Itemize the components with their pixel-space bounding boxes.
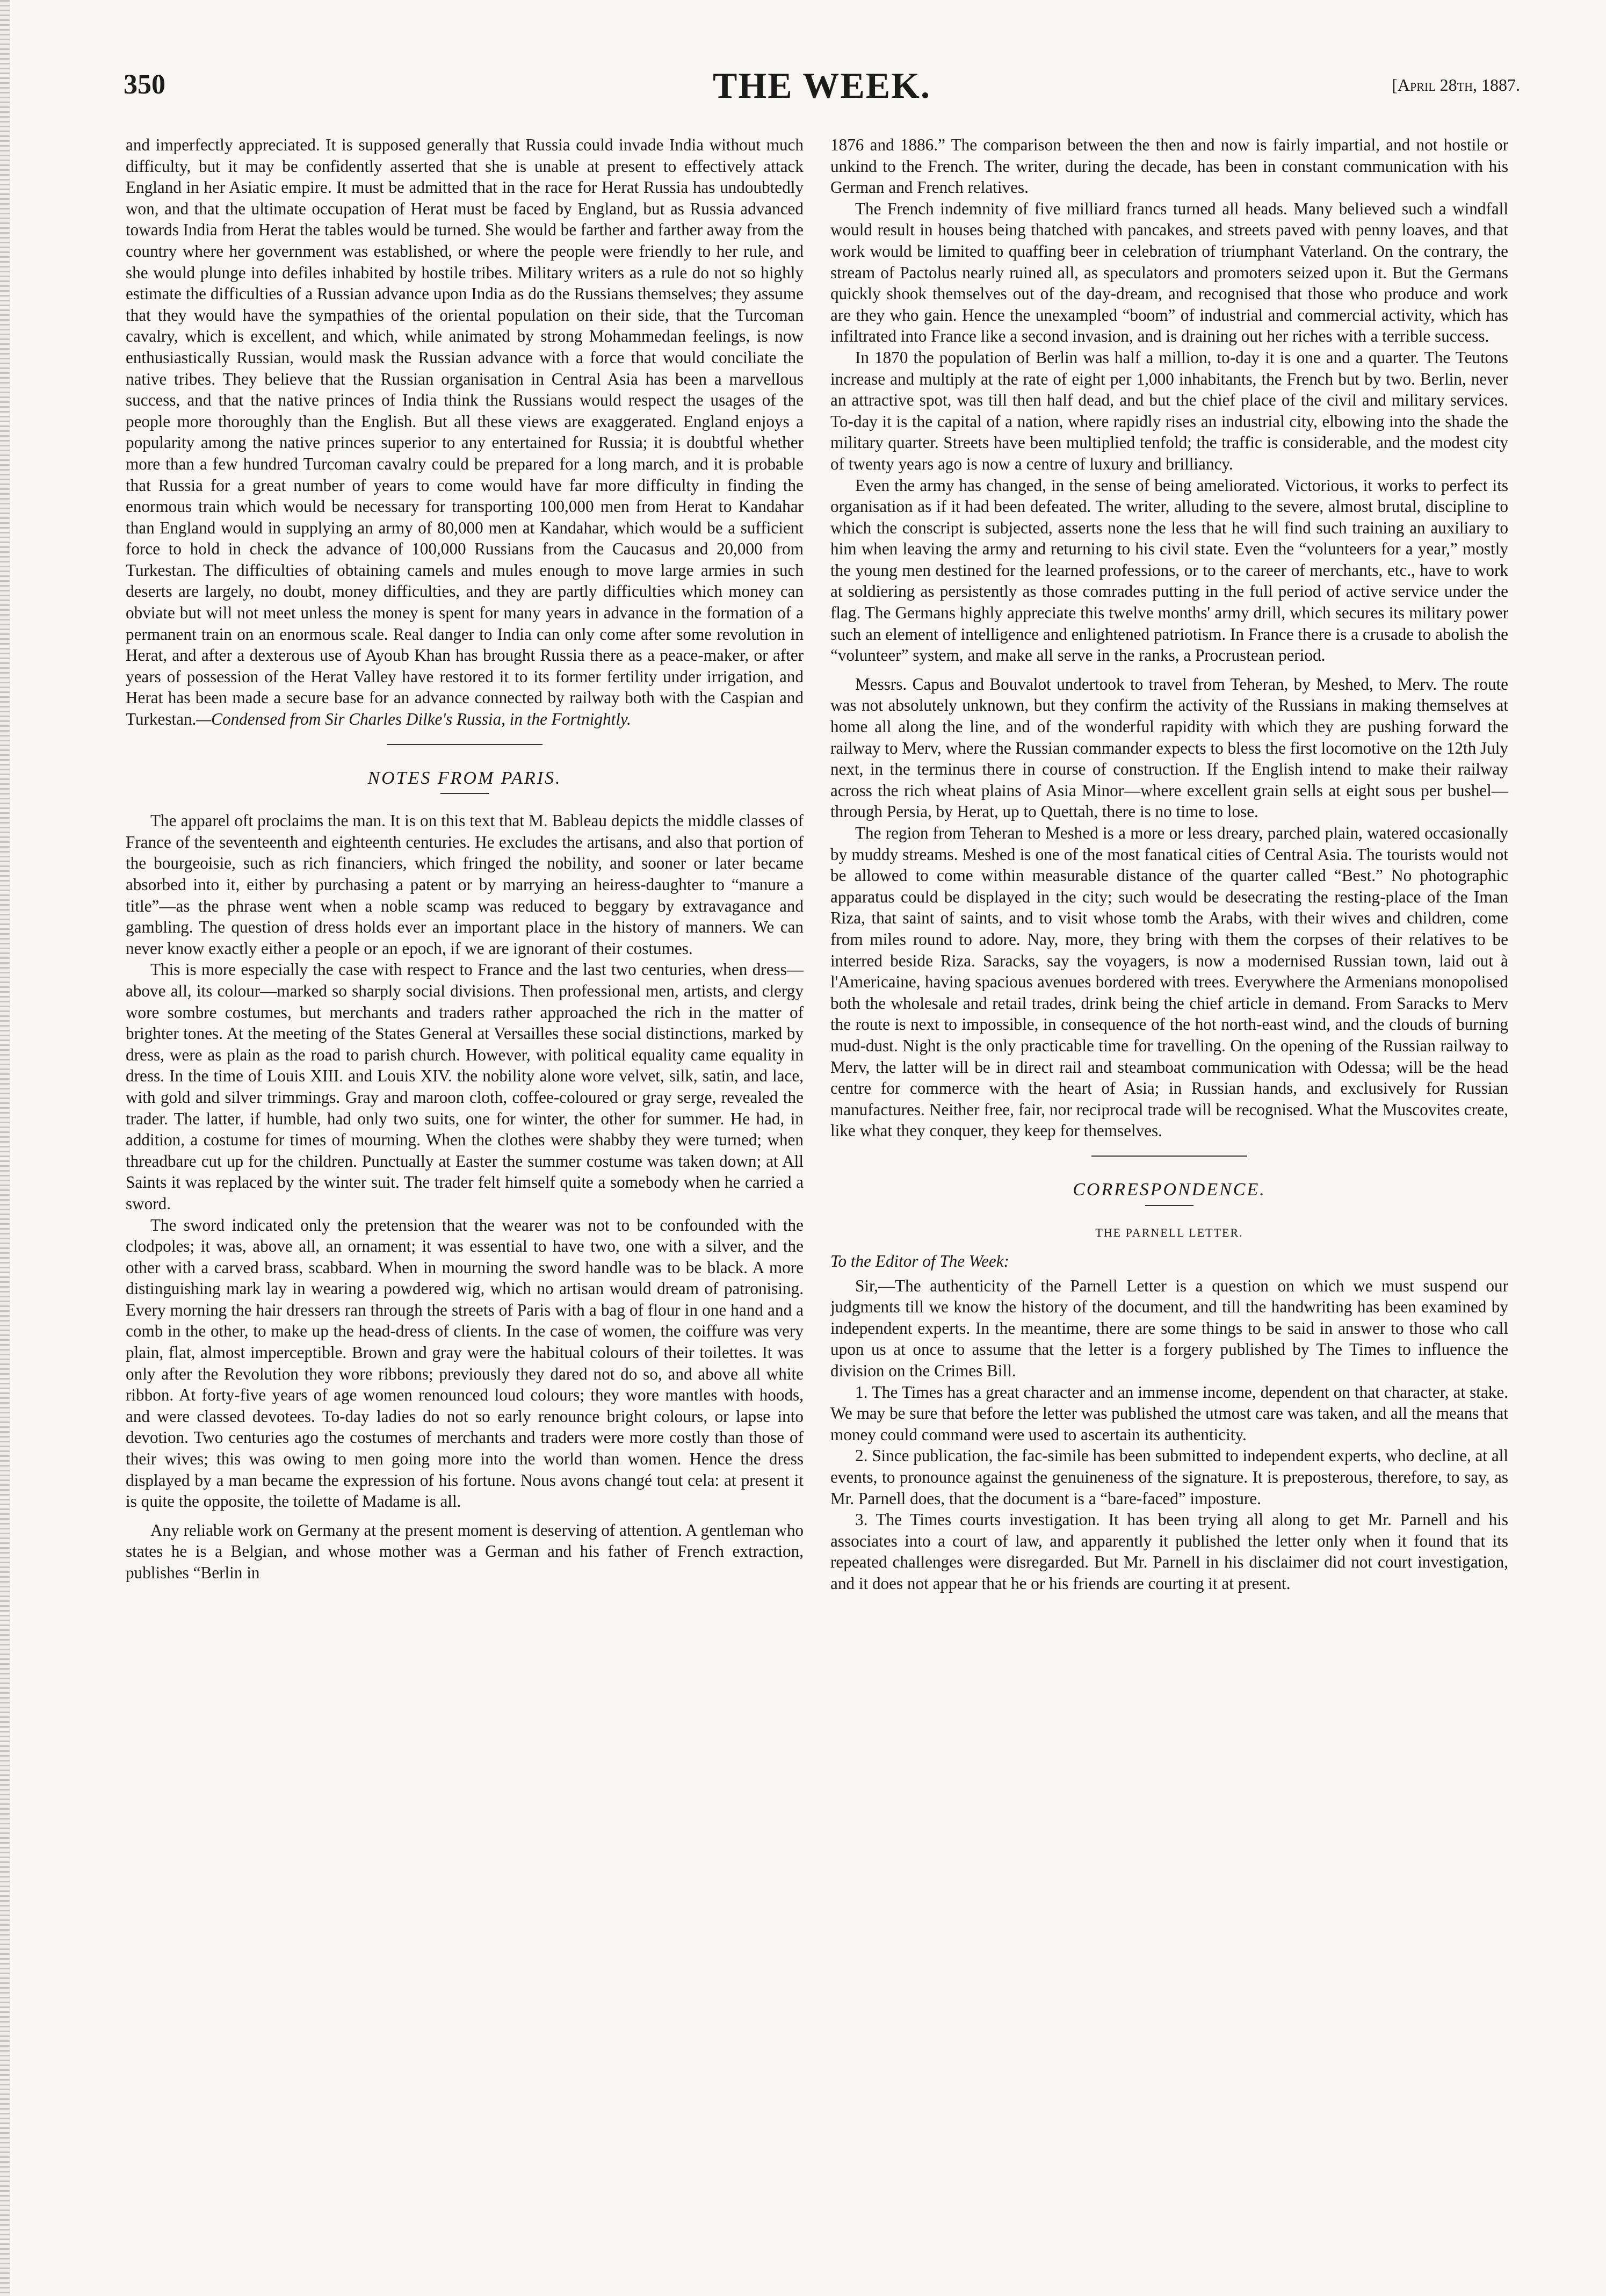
paragraph: 1876 and 1886.” The comparison between the then and now is fairly impartial, and not hostile or unkind to the French. The writer, during the decade, has been in constant communication with his German and French relatives. — [830, 135, 1508, 197]
paragraph: 1. The Times has a great character and an immense income, dependent on that character, at stake. We may be sure that before the letter was published the utmost care was taken, and all the means that money could command were used to ascertain its authenticity. — [830, 1382, 1508, 1444]
paragraph: The region from Teheran to Meshed is a more or less dreary, parched plain, watered occasionally by muddy streams. Meshed is one of the most fanatical cities of Central Asia. The tourists would not be allowed to come within measurable distance of the quarter called “Best.” No photographic apparatus could be displayed in the city; such would be desecrating the resting-place of the Iman Riza, that saint of saints, and to visit whose tomb the Arabs, with their wives and children, come from miles round to adore. Nay, more, they bring with them the corpses of their relatives to be interred beside Riza. Saracks, say the voyagers, is now a modernised Russian town, laid out à l'Americaine, having spacious avenues bordered with trees. Everywhere the Armenians monopolised both the wholesale and retail trades, drink being the chief article in demand. From Saracks to Merv the route is next to impossible, in consequence of the hot north-east wind, and the clouds of burning mud-dust. Night is the only practicable time for travelling. On the opening of the Russian railway to Merv, the latter will be in direct rail and steamboat communication with Odessa; will be the head centre for commerce with the heart of Asia; in Russian hands, and exclusively for Russian manufactures. Neither free, fair, nor reciprocal trade will be recognised. What the Muscovites create, like what they conquer, they keep for themselves. — [830, 824, 1508, 1140]
paragraph-gap — [830, 666, 1508, 674]
letter-title: THE PARNELL LETTER. — [1095, 1225, 1243, 1239]
salutation: To the Editor of The Week: — [830, 1252, 1009, 1271]
left-column — [126, 134, 804, 1584]
binding-edge — [0, 0, 10, 2296]
issue-date: [April 28th, 1887. — [1392, 75, 1520, 95]
running-header — [124, 65, 1520, 106]
masthead: THE WEEK. — [713, 65, 931, 106]
paragraph: Any reliable work on Germany at the present moment is deserving of attention. A gentleman who states he is a Belgian, and whose mother was a German and his father of French extraction, publishes “Berlin in — [126, 1520, 804, 1582]
section-divider — [1091, 1156, 1247, 1157]
paragraph: In 1870 the population of Berlin was half a million, to-day it is one and a quarter. The Teutons increase and multiply at the rate of eight per 1,000 inhabitants, the French but by two. Berlin, never an attractive spot, was till then half dead, and but the chief place of the civil and military services. To-day it is the capital of a nation, where rapidly rises an industrial city, elbowing into the shade the military quarter. Streets have been multiplied tenfold; the traffic is considerable, and the modest city of twenty years ago is now a centre of luxury and brilliancy. — [830, 348, 1508, 473]
heading-rule — [1145, 1205, 1193, 1206]
page-number: 350 — [124, 69, 165, 100]
section-heading-notes-from-paris: NOTES FROM PARIS. — [367, 768, 562, 788]
section-divider — [387, 744, 542, 745]
paragraph-gap — [126, 1512, 804, 1520]
right-column — [830, 134, 1508, 1594]
heading-rule — [440, 793, 489, 794]
article-credit: —Condensed from Sir Charles Dilke's Russia, in the Fortnightly. — [196, 710, 631, 729]
section-heading-correspondence: CORRESPONDENCE. — [1073, 1179, 1266, 1200]
paragraph: The sword indicated only the pretension that the wearer was not to be confounded with the clodpoles; it was, above all, an ornament; it was essential to have two, one with a silver, and the other with a carved brass, scabbard. When in mourning the sword handle was to be black. A more distinguishing mark lay in wearing a powdered wig, which no artisan would dream of patronising. Every morning the hair dressers ran through the streets of Paris with a bag of flour in one hand and a comb in the other, to make up the head-dress of clients. In the case of women, the coiffure was very plain, flat, almost imperceptible. Brown and gray were the habitual colours of their toilettes. It was only after the Revolution they wore ribbons; previously they dared not do so, and above all white ribbon. At forty-five years of age women renounced loud colours; they wore mantles with hoods, and were classed devotees. To-day ladies do not so early renounce bright colours, or lapse into devotion. Two centuries ago the costumes of merchants and traders were more costly than those of their wives; this was owing to men going more into the world than women. Hence the dress displayed by a man became the expression of his fortune. Nous avons changé tout cela: at present it is quite the opposite, the toilette of Madame is all. — [126, 1215, 804, 1511]
russia-article-paragraph: and imperfectly appreciated. It is supposed generally that Russia could invade India without much difficulty, but it may be confidently asserted that she is unable at present to effectively attack England in her Asiatic empire. It must be admitted that in the race for Herat Russia has undoubtedly won, and that the ultimate occupation of Herat must be faced by England, but as Russia advanced towards India from Herat the tables would be turned. She would be farther and farther away from the country where her government was established, or where the people were friendly to her rule, and she would plunge into defiles inhabited by hostile tribes. Military writers as a rule do not so highly estimate the difficulties of a Russian advance upon India as do the Russians themselves; they assume that they would have the sympathies of the oriental population on their side, that the Turcoman cavalry, which is excellent, and which, while animated by strong Mohammedan feelings, is now enthusiastically Russian, would mask the Russian advance with a force that would conciliate the native tribes. They believe that the Russian organisation in Central Asia has been a marvellous success, and that the native princes of India think the Russians would respect the usages of the people more thoroughly than the English. But all these views are exaggerated. England enjoys a popularity among the native princes superior to any entertained for Russia; it is doubtful whether more than a few hundred Turcoman cavalry could be prepared for a long march, and it is probable that Russia for a great number of years to come would have far more difficulty in finding the enormous train which would be necessary for transporting 100,000 men from Herat to Kandahar than England would in supplying an army of 80,000 men at Kandahar, which would be a sufficient force to hold in check the advance of 100,000 Russians from the Caucasus and 20,000 from Turkestan. The difficulties of obtaining camels and mules enough to move large armies in such deserts are largely, no doubt, money difficulties, and they are partly difficulties which money can obviate but will not meet unless the money is spent for many years in advance in the formation of a permanent train on an enormous scale. Real danger to India can only come after some revolution in Herat, and after a dexterous use of Ayoub Khan has brought Russia there as a peace-maker, or after years of possession of the Herat Valley have restored it to its former fertility under irrigation, and Herat has been made a secure base for an advance connected by railway both with the Caspian and Turkestan.—Condensed from Sir Charles Dilke's Russia, in the Fortnightly. — [126, 135, 804, 729]
paragraph: The apparel oft proclaims the man. It is on this text that M. Bableau depicts the middle classes of France of the seventeenth and eighteenth centuries. He excludes the artisans, and also that portion of the bourgeoisie, such as rich financiers, which fringed the nobility, and sooner or later became absorbed into it, either by purchasing a patent or by marrying an heiress-daughter to “manure a title”—as the phrase went when a noble scamp was reduced to beggary by extravagance and gambling. The question of dress holds ever an important place in the history of manners. We can never know exactly either a people or an epoch, if we are ignorant of their costumes. — [126, 811, 804, 958]
paragraph: Sir,—The authenticity of the Parnell Letter is a question on which we must suspend our judgments till we know the history of the document, and till the handwriting has been examined by independent experts. In the meantime, there are some things to be said in answer to those who call upon us at once to assume that the letter is a forgery published by The Times to influence the division on the Crimes Bill. — [830, 1276, 1508, 1381]
paragraph: Messrs. Capus and Bouvalot undertook to travel from Teheran, by Meshed, to Merv. The route was not absolutely unknown, but they confirm the activity of the Russians in making themselves at home all along the line, and of the wonderful rapidity with which they are pushing forward the railway to Merv, where the Russian commander expects to bless the first locomotive on the 12th July next, in the terminus there in course of construction. If the English intend to make their railway across the rich wheat plains of Asia Minor—where excellent grain sells at eight sous per bushel—through Persia, by Herat, up to Quettah, there is no time to lose. — [830, 674, 1508, 821]
paragraph: Even the army has changed, in the sense of being ameliorated. Victorious, it works to perfect its organisation as if it had been defeated. The writer, alluding to the severe, almost brutal, discipline to which the conscript is subjected, asserts none the less that he will find such training an auxiliary to him when leaving the army and returning to his civil state. Even the “volunteers for a year,” mostly the young men destined for the learned professions, or to the career of merchants, etc., have to work at soldiering as persistently as those comrades putting in the full period of active service under the flag. The Germans highly appreciate this twelve months' army drill, which secures its military power such an element of intelligence and enlightened patriotism. In France there is a crusade to abolish the “volunteer” system, and make all serve in the ranks, a Procrustean period. — [830, 475, 1508, 665]
paragraph: The French indemnity of five milliard francs turned all heads. Many believed such a windfall would result in houses being thatched with pancakes, and streets paved with penny loaves, and that work would be limited to quaffing beer in celebration of triumphant Vaterland. On the contrary, the stream of Pactolus nearly ruined all, as speculators and promoters seized upon it. But the Germans quickly shook themselves out of the day-dream, and recognised that those who produce and work are they who gain. Hence the unexampled “boom” of industrial and commercial activity, which has infiltrated into France like a second invasion, and is draining out her riches with a terrible success. — [830, 199, 1508, 346]
paragraph: 2. Since publication, the fac-simile has been submitted to independent experts, who decline, at all events, to pronounce against the genuineness of the signature. It is preposterous, therefore, to say, as Mr. Parnell does, that the document is a “bare-faced” imposture. — [830, 1446, 1508, 1508]
paragraph: 3. The Times courts investigation. It has been trying all along to get Mr. Parnell and his associates into a court of law, and apparently it published the letter only when it found that its repeated challenges were disregarded. But Mr. Parnell in his disclaimer did not court investigation, and it does not appear that he or his friends are courting it at present. — [830, 1510, 1508, 1593]
paragraph: This is more especially the case with respect to France and the last two centuries, when dress—above all, its colour—marked so sharply social divisions. Then professional men, artists, and clergy wore sombre costumes, but merchants and traders rather approached the rich in the matter of brighter tones. At the meeting of the States General at Versailles these social distinctions, marked by dress, were as plain as the road to parish church. However, with political equality came equality in dress. In the time of Louis XIII. and Louis XIV. the nobility alone wore velvet, silk, satin, and lace, with gold and silver trimmings. Gray and maroon cloth, coffee-coloured or gray serge, revealed the trader. The latter, if humble, had only two suits, one for winter, the other for summer. He had, in addition, a costume for times of mourning. When the clothes were shabby they were turned; when threadbare cut up for the children. Punctually at Easter the summer costume was taken down; at All Saints it was replaced by the winter suit. The trader felt himself quite a somebody when he carried a sword. — [126, 960, 804, 1213]
